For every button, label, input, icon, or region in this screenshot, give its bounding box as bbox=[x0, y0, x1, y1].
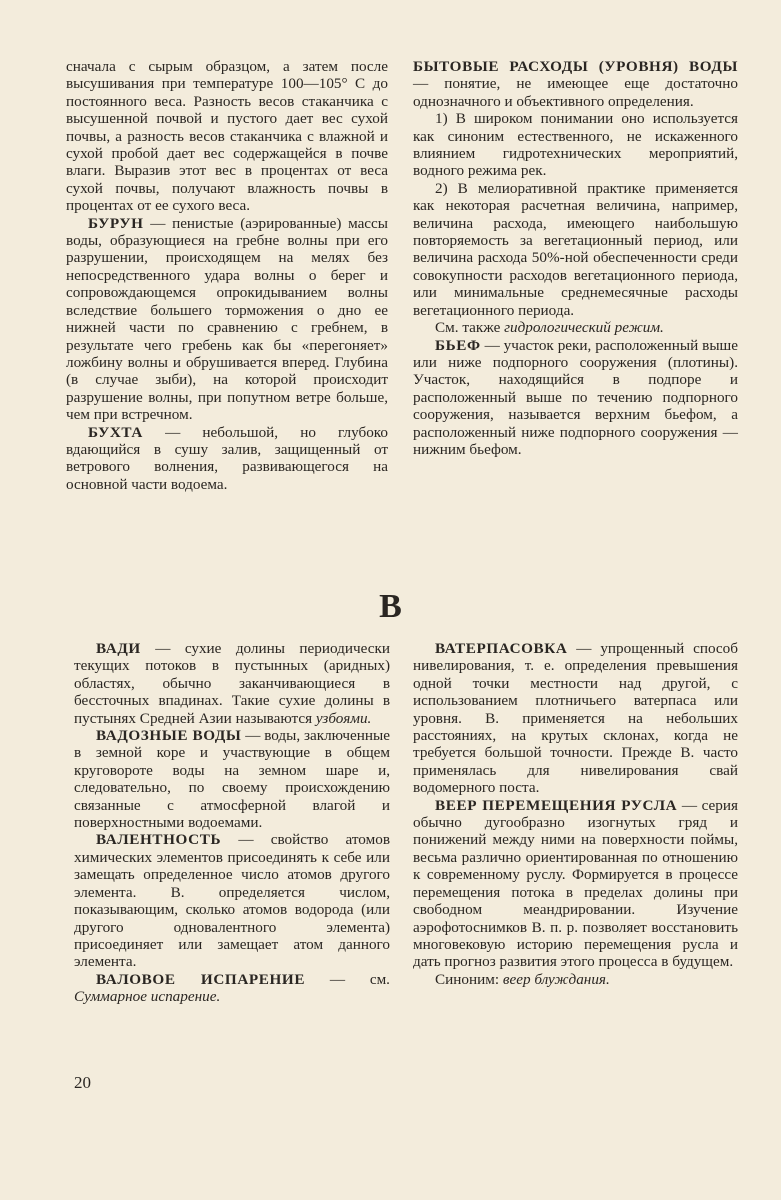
synonym-prefix: Синоним: bbox=[435, 970, 503, 988]
entry-text: — сухие долины периодически текущих потоков в пустынных (аридных) областях, обычно заканчивающиеся в бессточных впадинах. Такие сухие долины в пустынях Средней Азии называются bbox=[74, 640, 390, 727]
entry-headword: БЫТОВЫЕ РАСХОДЫ (УРОВНЯ) ВОДЫ bbox=[413, 58, 738, 75]
page-number: 20 bbox=[74, 1073, 91, 1092]
entry-bef bbox=[413, 337, 738, 459]
entry-ref: узбоями. bbox=[315, 709, 372, 727]
entry-headword: ВАТЕРПАСОВКА bbox=[435, 640, 568, 657]
entry-headword: ВАДИ bbox=[96, 640, 141, 657]
entry-burun bbox=[66, 215, 388, 424]
entry-headword: ВАЛЕНТНОСТЬ bbox=[96, 831, 222, 849]
see-also bbox=[413, 319, 738, 336]
entry-text: — серия обычно дугообразно изогнутых гряд и понижений между ними на поверхности поймы, весьма различно ориентированная по отношению к современному руслу. Формируется в процессе перемещения потока в пределах долины при свободном меандрировании. Изучение аэрофотоснимков В. п. р. позволяет восстановить многовековую историю перемещения русла и дать прогноз развития этого процесса в будущем. bbox=[413, 796, 738, 971]
entry-bytovye-p2: 2) В мелиоративной практике применяется как некоторая расчетная величина, например, величина расхода, имеющего наибольшую повторяемость за вегетационный период, или величина расхода 50%-ной обеспеченности среди совокупности расходов вегетационного периода, или минимальные среднемесячные расходы вегетационного периода. bbox=[413, 179, 738, 319]
column-top-left bbox=[66, 58, 388, 493]
entry-headword: ВАЛОВОЕ ИСПАРЕНИЕ bbox=[96, 970, 306, 988]
entry-vadi bbox=[74, 640, 390, 727]
entry-valentnost bbox=[74, 831, 390, 970]
entry-headword: ВАДОЗНЫЕ ВОДЫ bbox=[96, 727, 242, 745]
entry-bytovye-p1: 1) В широком понимании оно используется как синоним естественного, не искаженного влиянием гидротехнических мероприятий, водного режима рек. bbox=[413, 110, 738, 180]
entry-bytovye bbox=[413, 58, 738, 110]
column-bottom-left bbox=[74, 640, 390, 1006]
paragraph-continuation: сначала с сырым образцом, а затем после высушивания при температуре 100—105° С до постоянного веса. Разность весов стаканчика с высушенной почвой и пустого дает вес сухой почвы, а разность весов стаканчика с влажной и сухой пробой дает вес содержащейся в почве влаги. Выразив этот вес в процентах от веса сухой почвы, получают влажность почвы в процентах от ее сухого веса. bbox=[66, 58, 388, 215]
section-letter: В bbox=[379, 588, 402, 625]
entry-headword: ВЕЕР ПЕРЕМЕЩЕНИЯ РУСЛА bbox=[435, 796, 678, 814]
entry-text: — понятие, не имеющее еще достаточно однозначного и объективного определения. bbox=[413, 75, 738, 110]
entry-headword: БУХТА bbox=[88, 423, 143, 441]
entry-text: — см. bbox=[305, 970, 390, 988]
entry-text: — небольшой, но глубоко вдающийся в сушу залив, защищенный от ветрового волнения, развивающегося на основной части водоема. bbox=[66, 423, 388, 493]
entry-vaterpas bbox=[413, 640, 738, 797]
column-bottom-right bbox=[413, 640, 738, 988]
entry-bukhta bbox=[66, 424, 388, 494]
entry-ref: Суммарное испарение. bbox=[74, 988, 221, 1006]
synonym bbox=[413, 971, 738, 988]
see-also-prefix: См. также bbox=[435, 319, 505, 337]
entry-valovoe bbox=[74, 971, 390, 1006]
synonym-ref: веер блуждания. bbox=[502, 970, 610, 988]
entry-vadoznye bbox=[74, 727, 390, 831]
see-also-ref: гидрологический режим. bbox=[504, 319, 664, 337]
entry-text: — воды, заключенные в земной коре и участвующие в общем круговороте воды на земном шаре и, следовательно, по своему происхождению связанные с атмосферной влагой и поверхностными водоемами. bbox=[74, 727, 390, 832]
entry-headword: БЬЕФ bbox=[435, 336, 481, 354]
column-top-right bbox=[413, 58, 738, 458]
entry-veer bbox=[413, 797, 738, 971]
entry-text: — участок реки, расположенный выше или ниже подпорного сооружения (плотины). Участок, находящийся в подпоре и расположенный выше по течению подпорного сооружения, называется верхним бьефом, а расположенный ниже подпорного сооружения — нижним бьефом. bbox=[413, 336, 738, 458]
entry-text: — упрощенный способ нивелирования, т. е. определения превышения одной точки местности над другой, с использованием плотничьего ватерпаса или уровня. В. применяется на небольших расстояниях, на крутых склонах, когда не требуется большой точности. Прежде В. часто применялась для нивелирования свай водомерного поста. bbox=[413, 640, 738, 797]
entry-text: — свойство атомов химических элементов присоединять к себе или замещать определенное число атомов другого элемента. В. определяется числом, показывающим, сколько атомов водорода (или другого одновалентного элемента) присоединяет или замещает атом данного элемента. bbox=[74, 831, 390, 971]
entry-headword: БУРУН bbox=[88, 214, 144, 232]
entry-text: — пенистые (аэрированные) массы воды, образующиеся на гребне волны при его разрушении, происходящем на мелях без непосредственного удара волны о берег и сопровождающемся опрокидыванием волны вследствие большего торможения о дно ее нижней части по сравнению с гребнем, в результате чего гребень как бы «перегоняет» ложбину волны и обрушивается вперед. Глубина (в случае зыби), на которой происходит разрушение волны, при попутном ветре больше, чем при встречном. bbox=[66, 214, 388, 424]
